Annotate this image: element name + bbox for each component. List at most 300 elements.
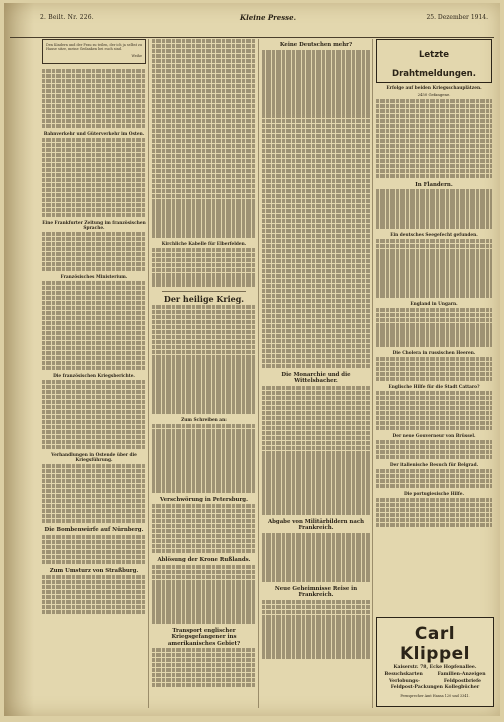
article-heading: Der italienische Besuch für Belgrad. xyxy=(389,462,479,468)
text-line xyxy=(262,204,370,208)
text-line xyxy=(376,313,492,317)
text-line xyxy=(376,426,492,430)
text-line xyxy=(42,213,146,217)
text-line xyxy=(262,510,370,514)
text-line xyxy=(152,263,256,267)
text-line xyxy=(376,357,492,361)
text-line xyxy=(262,421,370,425)
text-line xyxy=(152,129,256,133)
text-line xyxy=(42,188,146,192)
text-line xyxy=(42,575,146,579)
text-line xyxy=(42,410,146,414)
article-heading: Erfolge auf beiden Kriegsschauplätzen. xyxy=(386,86,482,91)
text-line xyxy=(262,431,370,435)
text-line xyxy=(152,194,256,198)
text-line xyxy=(42,435,146,439)
text-line xyxy=(262,114,370,118)
text-line xyxy=(42,395,146,399)
text-line xyxy=(152,514,256,518)
text-line xyxy=(152,320,256,324)
article-heading: In Flandern. xyxy=(415,181,453,188)
text-line xyxy=(262,480,370,484)
column-rule xyxy=(258,39,259,708)
text-line xyxy=(376,318,492,322)
text-line xyxy=(152,570,256,574)
text-line xyxy=(42,336,146,340)
text-line xyxy=(42,380,146,384)
text-line xyxy=(262,359,370,363)
text-line xyxy=(262,99,370,103)
text-line xyxy=(376,396,492,400)
text-line xyxy=(262,159,370,163)
text-line xyxy=(262,649,370,653)
text-line xyxy=(262,460,370,464)
text-line xyxy=(262,229,370,233)
text-line xyxy=(262,533,370,537)
text-line xyxy=(262,401,370,405)
text-line xyxy=(152,174,256,178)
text-line xyxy=(262,74,370,78)
text-line xyxy=(376,214,492,218)
text-line xyxy=(42,252,146,256)
text-line xyxy=(376,367,492,371)
text-line xyxy=(152,325,256,329)
text-line xyxy=(262,654,370,658)
text-line xyxy=(262,451,370,455)
text-line xyxy=(262,416,370,420)
text-line xyxy=(376,194,492,198)
text-line xyxy=(152,277,256,281)
text-line xyxy=(152,438,256,442)
text-line xyxy=(152,443,256,447)
text-line xyxy=(42,499,146,503)
text-line xyxy=(152,124,256,128)
text-line xyxy=(376,293,492,297)
text-line xyxy=(152,509,256,513)
article-heading: Die Cholera in russischen Heeren. xyxy=(392,350,476,356)
article-heading: Die Bombenwürfe auf Nürnberg. xyxy=(44,527,144,534)
text-line xyxy=(42,178,146,182)
text-line xyxy=(152,59,256,63)
text-line xyxy=(262,557,370,561)
text-line xyxy=(152,305,256,309)
text-line xyxy=(152,594,256,598)
text-line xyxy=(152,213,256,217)
text-line xyxy=(376,124,492,128)
text-line xyxy=(376,99,492,103)
text-line xyxy=(42,346,146,350)
text-line xyxy=(262,184,370,188)
advertiser-address: Kaiserstr. 78, Ecke Hopfenallee. xyxy=(393,665,477,670)
text-line xyxy=(152,359,256,363)
text-line xyxy=(376,224,492,228)
ad-phone: Fernsprecher Amt Hansa 120 und 3341. xyxy=(400,694,470,698)
text-line xyxy=(42,74,146,78)
text-line xyxy=(42,163,146,167)
text-line xyxy=(262,239,370,243)
text-line xyxy=(152,350,256,354)
text-line xyxy=(42,519,146,523)
article-heading: Bahnverkehr und Güterverkehr im Osten. xyxy=(43,132,145,138)
text-line xyxy=(42,326,146,330)
text-line xyxy=(42,361,146,365)
text-line xyxy=(42,440,146,444)
text-line xyxy=(262,309,370,313)
text-line xyxy=(42,173,146,177)
text-line xyxy=(376,129,492,133)
text-line xyxy=(262,624,370,628)
text-line xyxy=(262,94,370,98)
text-line xyxy=(262,194,370,198)
text-line xyxy=(152,488,256,492)
newspaper-page xyxy=(4,3,500,716)
text-line xyxy=(262,79,370,83)
article-heading: Die portugiesische Hilfe. xyxy=(403,492,465,498)
text-line xyxy=(262,249,370,253)
text-line xyxy=(152,604,256,608)
text-line xyxy=(152,199,256,203)
article-heading: Zum Schreiben an: xyxy=(181,417,227,423)
text-line xyxy=(262,279,370,283)
text-line xyxy=(262,50,370,54)
ad-item: Familien-Anzeigen xyxy=(437,672,486,677)
text-line xyxy=(262,610,370,614)
text-line xyxy=(152,384,256,388)
text-line xyxy=(152,374,256,378)
text-line xyxy=(42,514,146,518)
text-line xyxy=(376,253,492,257)
text-line xyxy=(42,445,146,449)
text-line xyxy=(152,549,256,553)
text-line xyxy=(262,104,370,108)
text-line xyxy=(42,341,146,345)
text-line xyxy=(376,508,492,512)
text-line xyxy=(262,269,370,273)
text-line xyxy=(152,504,256,508)
text-line xyxy=(376,258,492,262)
text-line xyxy=(376,169,492,173)
text-line xyxy=(262,446,370,450)
text-line xyxy=(152,189,256,193)
text-line xyxy=(152,389,256,393)
text-line xyxy=(376,219,492,223)
text-line xyxy=(42,595,146,599)
text-line xyxy=(262,299,370,303)
text-line xyxy=(152,473,256,477)
text-line xyxy=(262,164,370,168)
text-line xyxy=(42,109,146,113)
text-line xyxy=(42,193,146,197)
text-line xyxy=(152,364,256,368)
text-line xyxy=(376,273,492,277)
text-line xyxy=(262,109,370,113)
text-line xyxy=(42,321,146,325)
text-line xyxy=(42,301,146,305)
text-line xyxy=(42,600,146,604)
text-line xyxy=(376,104,492,108)
text-line xyxy=(152,139,256,143)
text-line xyxy=(376,109,492,113)
column-rule xyxy=(372,39,373,708)
text-line xyxy=(262,411,370,415)
text-line xyxy=(42,585,146,589)
article-heading: Ein deutsches Seegefecht gefunden. xyxy=(390,232,478,238)
article-heading: Transport englischer Kriegsgefangener ins amerikanisches Gebiet? xyxy=(167,627,241,647)
text-line xyxy=(262,396,370,400)
text-line xyxy=(262,69,370,73)
text-line xyxy=(376,479,492,483)
text-line xyxy=(376,337,492,341)
text-line xyxy=(262,334,370,338)
text-line xyxy=(152,663,256,667)
text-line xyxy=(152,429,256,433)
text-line xyxy=(42,316,146,320)
text-line xyxy=(262,537,370,541)
text-line xyxy=(152,589,256,593)
text-line xyxy=(42,504,146,508)
text-line xyxy=(42,590,146,594)
text-line xyxy=(376,263,492,267)
text-line xyxy=(42,550,146,554)
text-line xyxy=(42,183,146,187)
text-line xyxy=(376,445,492,449)
issue-date: 25. Dezember 1914. xyxy=(426,14,488,21)
text-line xyxy=(42,489,146,493)
text-line xyxy=(262,572,370,576)
article-heading: Der neue Gouverneur von Brüssel. xyxy=(392,433,476,439)
article-heading: Neue Geheimnisse Reise in Frankreich. xyxy=(274,585,358,599)
article-heading: Keine Deutschen mehr? xyxy=(279,42,353,48)
letter-signature: Weihe xyxy=(131,53,142,58)
text-line xyxy=(42,203,146,207)
text-line xyxy=(262,354,370,358)
text-line xyxy=(152,258,256,262)
text-line xyxy=(262,567,370,571)
text-line xyxy=(376,518,492,522)
text-line xyxy=(42,366,146,370)
text-line xyxy=(376,209,492,213)
text-line xyxy=(262,562,370,566)
text-line xyxy=(376,283,492,287)
text-line xyxy=(152,614,256,618)
text-line xyxy=(262,304,370,308)
text-line xyxy=(42,114,146,118)
text-line xyxy=(376,278,492,282)
text-line xyxy=(42,99,146,103)
text-line xyxy=(376,455,492,459)
text-line xyxy=(262,436,370,440)
text-line xyxy=(152,54,256,58)
text-line xyxy=(376,114,492,118)
text-line xyxy=(42,242,146,246)
text-line xyxy=(42,535,146,539)
text-line xyxy=(152,109,256,113)
text-line xyxy=(152,273,256,277)
text-line xyxy=(262,349,370,353)
text-line xyxy=(42,331,146,335)
text-line xyxy=(152,315,256,319)
text-line xyxy=(152,345,256,349)
text-line xyxy=(152,228,256,232)
article-subheading: 2450 Gefangene. xyxy=(417,92,451,97)
text-line xyxy=(152,114,256,118)
text-line xyxy=(376,308,492,312)
text-line xyxy=(152,544,256,548)
text-line xyxy=(262,264,370,268)
letter-text: Den Kindern und der Frau zu teilen, der ich ja selbst zu Hause sitze, meine Gedanken bei euch sind. xyxy=(46,43,142,52)
paper-title: Kleine Presse. xyxy=(240,13,297,22)
text-line xyxy=(42,351,146,355)
text-line xyxy=(262,59,370,63)
text-line xyxy=(262,169,370,173)
text-line xyxy=(152,394,256,398)
text-line xyxy=(42,168,146,172)
text-line xyxy=(42,286,146,290)
article-heading: Französisches Ministerium. xyxy=(60,275,128,281)
text-line xyxy=(262,174,370,178)
text-line xyxy=(42,425,146,429)
text-line xyxy=(376,119,492,123)
text-line xyxy=(262,319,370,323)
text-line xyxy=(152,519,256,523)
text-line xyxy=(42,84,146,88)
text-line xyxy=(42,580,146,584)
text-line xyxy=(152,179,256,183)
text-line xyxy=(262,119,370,123)
column-2 xyxy=(152,39,256,708)
text-line xyxy=(262,547,370,551)
column-rule xyxy=(148,39,149,708)
text-line xyxy=(152,169,256,173)
text-line xyxy=(376,323,492,327)
text-line xyxy=(42,560,146,564)
latest-news-banner xyxy=(376,39,492,83)
text-line xyxy=(262,577,370,581)
article-heading: Die Monarchie und die Wittelsbacher. xyxy=(281,371,351,385)
text-line xyxy=(376,372,492,376)
text-line xyxy=(152,94,256,98)
text-line xyxy=(262,339,370,343)
text-line xyxy=(262,154,370,158)
text-line xyxy=(262,54,370,58)
text-line xyxy=(376,144,492,148)
text-line xyxy=(262,134,370,138)
article-heading: Verschwörung in Petersburg. xyxy=(160,496,248,503)
text-line xyxy=(42,610,146,614)
text-line xyxy=(42,405,146,409)
text-line xyxy=(42,257,146,261)
text-line xyxy=(42,555,146,559)
text-line xyxy=(152,463,256,467)
advertisement xyxy=(376,617,494,707)
text-line xyxy=(152,223,256,227)
text-line xyxy=(262,144,370,148)
text-line xyxy=(262,254,370,258)
text-line xyxy=(42,262,146,266)
text-line xyxy=(152,218,256,222)
text-line xyxy=(376,268,492,272)
text-line xyxy=(42,247,146,251)
text-line xyxy=(42,605,146,609)
text-line xyxy=(376,411,492,415)
text-line xyxy=(262,244,370,248)
text-line xyxy=(152,609,256,613)
text-line xyxy=(262,386,370,390)
text-line xyxy=(152,478,256,482)
text-line xyxy=(152,268,256,272)
text-line xyxy=(152,49,256,53)
text-line xyxy=(42,306,146,310)
text-line xyxy=(376,164,492,168)
article-heading: Die französischen Kriegsberichte. xyxy=(53,374,135,380)
text-line xyxy=(262,490,370,494)
text-line xyxy=(262,500,370,504)
text-line xyxy=(262,391,370,395)
text-line xyxy=(376,416,492,420)
text-line xyxy=(262,314,370,318)
text-line xyxy=(262,455,370,459)
text-line xyxy=(262,179,370,183)
text-line xyxy=(152,534,256,538)
text-line xyxy=(152,433,256,437)
article-heading: Ablösung der Krone Rußlands. xyxy=(157,557,251,564)
article-heading: Englische Hilfe für die Stadt Cattaro? xyxy=(388,384,480,390)
text-line xyxy=(152,154,256,158)
text-line xyxy=(42,415,146,419)
text-line xyxy=(152,39,256,43)
text-line xyxy=(152,453,256,457)
text-line xyxy=(376,421,492,425)
text-line xyxy=(262,629,370,633)
text-line xyxy=(262,149,370,153)
text-line xyxy=(42,89,146,93)
text-line xyxy=(42,237,146,241)
text-line xyxy=(376,362,492,366)
article-heading: Zum Umsturz von Straßburg. xyxy=(49,567,139,574)
text-line xyxy=(42,69,146,73)
text-line xyxy=(42,509,146,513)
text-line xyxy=(42,281,146,285)
text-line xyxy=(152,648,256,652)
text-line xyxy=(152,683,256,687)
text-line xyxy=(262,344,370,348)
ad-item: Verlobungs- xyxy=(389,679,420,684)
article-heading: England in Ungarn. xyxy=(410,301,458,307)
advertiser-name: Carl Klippel xyxy=(399,624,471,664)
text-line xyxy=(152,619,256,623)
text-line xyxy=(42,291,146,295)
text-line xyxy=(42,545,146,549)
text-line xyxy=(262,542,370,546)
text-line xyxy=(152,184,256,188)
text-line xyxy=(42,400,146,404)
text-line xyxy=(376,377,492,381)
text-line xyxy=(152,335,256,339)
text-line xyxy=(42,385,146,389)
text-line xyxy=(262,214,370,218)
text-line xyxy=(376,406,492,410)
text-line xyxy=(152,144,256,148)
text-line xyxy=(152,369,256,373)
column-4 xyxy=(376,39,492,606)
text-line xyxy=(42,356,146,360)
text-line xyxy=(152,653,256,657)
text-line xyxy=(152,584,256,588)
text-line xyxy=(262,552,370,556)
text-line xyxy=(262,284,370,288)
text-line xyxy=(376,149,492,153)
text-line xyxy=(42,104,146,108)
